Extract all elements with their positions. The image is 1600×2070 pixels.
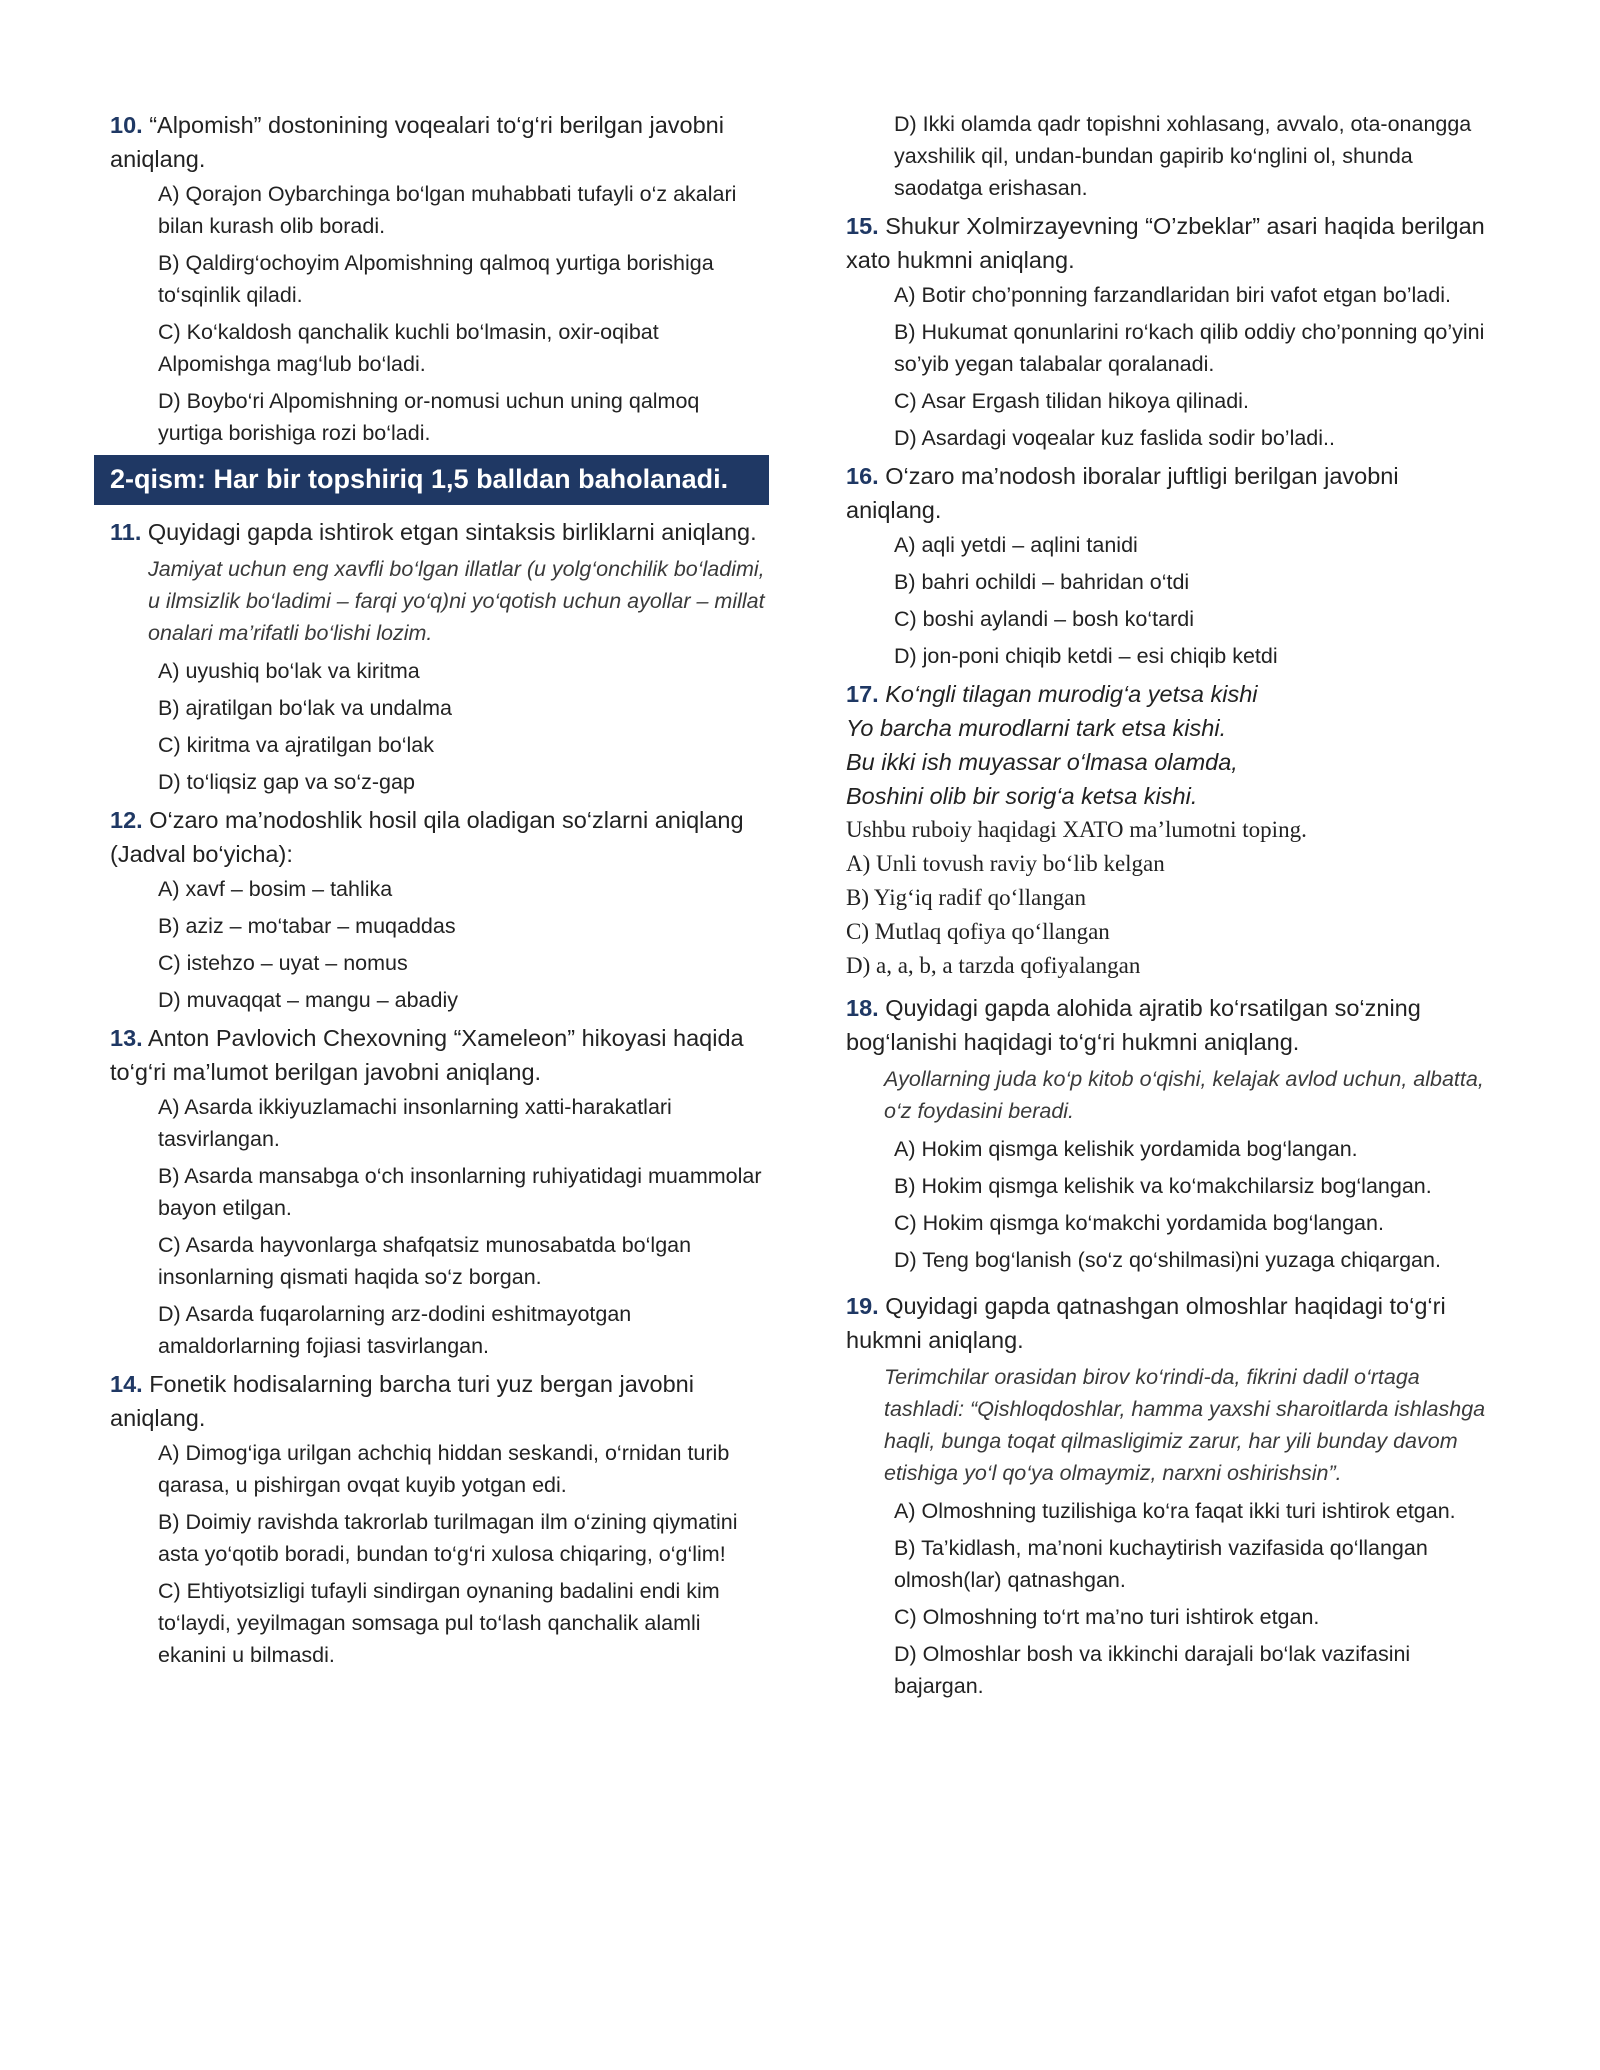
question-number: 18. [846,995,879,1021]
question-10 [110,108,765,449]
question-18-stem [846,991,1496,1059]
option-a: A) Qorajon Oybarchinga bo‘lgan muhabbati tufayli o‘z akalari bilan kurash olib boradi. [158,182,737,238]
question-number: 19. [846,1293,879,1319]
option-d: D) a, a, b, a tarzda qofiyalangan [846,953,1141,978]
question-17 [846,677,1496,983]
poem-line-4: Boshini olib bir sorig‘a ketsa kishi. [846,783,1198,809]
option-d: D) muvaqqat – mangu – abadiy [158,988,458,1012]
option-d-question-14: D) Ikki olamda qadr topishni xohlasang, avvalo, ota-onangga yaxshilik qil, undan-bundan gapirib ko‘nglini ol, shunda saodatga erishasan. [894,112,1472,200]
question-text: Quyidagi gapda qatnashgan olmoshlar haqidagi to‘g‘ri hukmni aniqlang. [846,1293,1446,1353]
option-c: C) Ehtiyotsizligi tufayli sindirgan oynaning badalini endi kim to‘laydi, yeyilmagan somsaga pul to‘lash qanchalik alamli ekanini u bilmasdi. [158,1579,720,1667]
question-12 [110,803,765,1016]
question-12-stem [110,803,765,871]
question-text: Quyidagi gapda alohida ajratib ko‘rsatilgan so‘zning bog‘lanishi haqidagi to‘g‘ri hukmni aniqlang. [846,995,1421,1055]
poem-line-2: Yo barcha murodlarni tark etsa kishi. [846,715,1227,741]
question-11 [110,515,765,798]
question-15 [846,209,1496,454]
option-a: A) Botir cho’ponning farzandlaridan biri vafot etgan bo’ladi. [894,283,1451,307]
option-d: D) Asardagi voqealar kuz faslida sodir bo’ladi.. [894,426,1335,450]
question-number: 14. [110,1371,143,1397]
option-b: B) Hukumat qonunlarini ro‘kach qilib oddiy cho’ponning qo’yini so’yib yegan talabalar qoralanadi. [894,320,1485,376]
option-a: A) aqli yetdi – aqlini tanidi [894,533,1138,557]
option-b: B) Qaldirg‘ochoyim Alpomishning qalmoq yurtiga borishiga to‘sqinlik qiladi. [158,251,714,307]
option-d: D) jon-poni chiqib ketdi – esi chiqib ketdi [894,644,1278,668]
question-text: Ushbu ruboiy haqidagi XATO ma’lumotni toping. [846,817,1307,842]
option-b: B) Hokim qismga kelishik va ko‘makchilarsiz bog‘langan. [894,1174,1432,1198]
option-a: A) xavf – bosim – tahlika [158,877,393,901]
option-c: C) boshi aylandi – bosh ko‘tardi [894,607,1194,631]
option-b: B) ajratilgan bo‘lak va undalma [158,696,452,720]
question-13-stem [110,1021,765,1089]
option-b: B) Yig‘iq radif qo‘llangan [846,885,1086,910]
question-13 [110,1021,765,1362]
question-number: 11. [110,519,142,545]
question-text: Fonetik hodisalarning barcha turi yuz bergan javobni aniqlang. [110,1371,694,1431]
question-number: 17. [846,681,879,707]
question-number: 12. [110,807,143,833]
question-text: O‘zaro ma’nodosh iboralar juftligi berilgan javobni aniqlang. [846,463,1399,523]
question-number: 10. [110,112,143,138]
quoted-sentence: Terimchilar orasidan birov ko‘rindi-da, fikrini dadil o‘rtaga tashladi: “Qishloqdoshlar, hamma yaxshi sharoitlarda ishlashga haqli, bunga toqat qilmasligimiz zarur, har yili bunday davom etishiga yo‘l qo‘ya olmaymiz, narxni oshirishsin”. [884,1365,1486,1485]
option-d: D) Boybo‘ri Alpomishning or-nomusi uchun uning qalmoq yurtiga borishiga rozi bo‘ladi. [158,389,700,445]
option-b: B) Asarda mansabga o‘ch insonlarning ruhiyatidagi muammolar bayon etilgan. [158,1164,762,1220]
question-text: Quyidagi gapda ishtirok etgan sintaksis birliklarni aniqlang. [147,519,757,545]
question-text: O‘zaro ma’nodoshlik hosil qila oladigan so‘zlarni aniqlang (Jadval bo‘yicha): [110,807,744,867]
question-number: 13. [110,1025,143,1051]
option-a: A) Unli tovush raviy bo‘lib kelgan [846,851,1165,876]
option-c: C) Ko‘kaldosh qanchalik kuchli bo‘lmasin, oxir-oqibat Alpomishga mag‘lub bo‘ladi. [158,320,659,376]
question-16-stem [846,459,1496,527]
poem-text: Ko‘ngli tilagan murodig‘a yetsa kishi [885,681,1258,707]
section-banner: 2-qism: Har bir topshiriq 1,5 balldan baholanadi. [94,455,769,505]
option-d: D) to‘liqsiz gap va so‘z-gap [158,770,415,794]
option-a: A) Asarda ikkiyuzlamachi insonlarning xatti-harakatlari tasvirlangan. [158,1095,672,1151]
question-15-stem [846,209,1496,277]
option-c: C) Olmoshning to‘rt ma’no turi ishtirok etgan. [894,1605,1320,1629]
option-c: C) Asarda hayvonlarga shafqatsiz munosabatda bo‘lgan insonlarning qismati haqida so‘z borgan. [158,1233,692,1289]
option-b: B) bahri ochildi – bahridan o‘tdi [894,570,1190,594]
option-c: C) Mutlaq qofiya qo‘llangan [846,919,1110,944]
poem-line-1 [846,677,1496,711]
question-14 [110,1367,765,1671]
option-c: C) Hokim qismga ko‘makchi yordamida bog‘langan. [894,1211,1384,1235]
option-a: A) uyushiq bo‘lak va kiritma [158,659,420,683]
option-b: B) Doimiy ravishda takrorlab turilmagan ilm o‘zining qiymatini asta yo‘qotib boradi, bundan to‘g‘ri xulosa chiqaring, o‘g‘lim! [158,1510,738,1566]
question-14-stem [110,1367,765,1435]
question-11-stem [110,515,765,549]
quoted-sentence: Ayollarning juda ko‘p kitob o‘qishi, kelajak avlod uchun, albatta, o‘z foydasini beradi. [884,1067,1484,1123]
poem-line-3: Bu ikki ish muyassar o‘lmasa olamda, [846,749,1238,775]
question-18 [846,991,1496,1276]
option-c: C) kiritma va ajratilgan bo‘lak [158,733,435,757]
question-text: “Alpomish” dostonining voqealari to‘g‘ri berilgan javobni aniqlang. [110,112,724,172]
question-number: 15. [846,213,879,239]
question-19-stem [846,1289,1496,1357]
question-text: Anton Pavlovich Chexovning “Xameleon” hikoyasi haqida to‘g‘ri ma’lumot berilgan javobni aniqlang. [110,1025,744,1085]
left-column [110,108,765,1676]
option-b: B) aziz – mo‘tabar – muqaddas [158,914,456,938]
question-19 [846,1289,1496,1702]
option-a: A) Dimog‘iga urilgan achchiq hiddan seskandi, o‘rnidan turib qarasa, u pishirgan ovqat kuyib yotgan edi. [158,1441,730,1497]
question-10-stem [110,108,765,176]
option-d: D) Asarda fuqarolarning arz-dodini eshitmayotgan amaldorlarning fojiasi tasvirlangan. [158,1302,632,1358]
question-number: 16. [846,463,879,489]
question-16 [846,459,1496,672]
option-a: A) Hokim qismga kelishik yordamida bog‘langan. [894,1137,1358,1161]
right-column [846,108,1496,1707]
option-d: D) Teng bog‘lanish (so‘z qo‘shilmasi)ni yuzaga chiqargan. [894,1248,1441,1272]
quoted-sentence: Jamiyat uchun eng xavfli bo‘lgan illatlar (u yolg‘onchilik bo‘ladimi, u ilmsizlik bo‘ladimi – farqi yo‘q)ni yo‘qotish uchun ayollar – millat onalari ma’rifatli bo‘lishi lozim. [148,557,765,645]
option-c: C) Asar Ergash tilidan hikoya qilinadi. [894,389,1249,413]
option-b: B) Ta’kidlash, ma’noni kuchaytirish vazifasida qo‘llangan olmosh(lar) qatnashgan. [894,1536,1428,1592]
question-text: Shukur Xolmirzayevning “O’zbeklar” asari haqida berilgan xato hukmni aniqlang. [846,213,1485,273]
option-c: C) istehzo – uyat – nomus [158,951,408,975]
option-d: D) Olmoshlar bosh va ikkinchi darajali bo‘lak vazifasini bajargan. [894,1642,1411,1698]
option-a: A) Olmoshning tuzilishiga ko‘ra faqat ikki turi ishtirok etgan. [894,1499,1456,1523]
